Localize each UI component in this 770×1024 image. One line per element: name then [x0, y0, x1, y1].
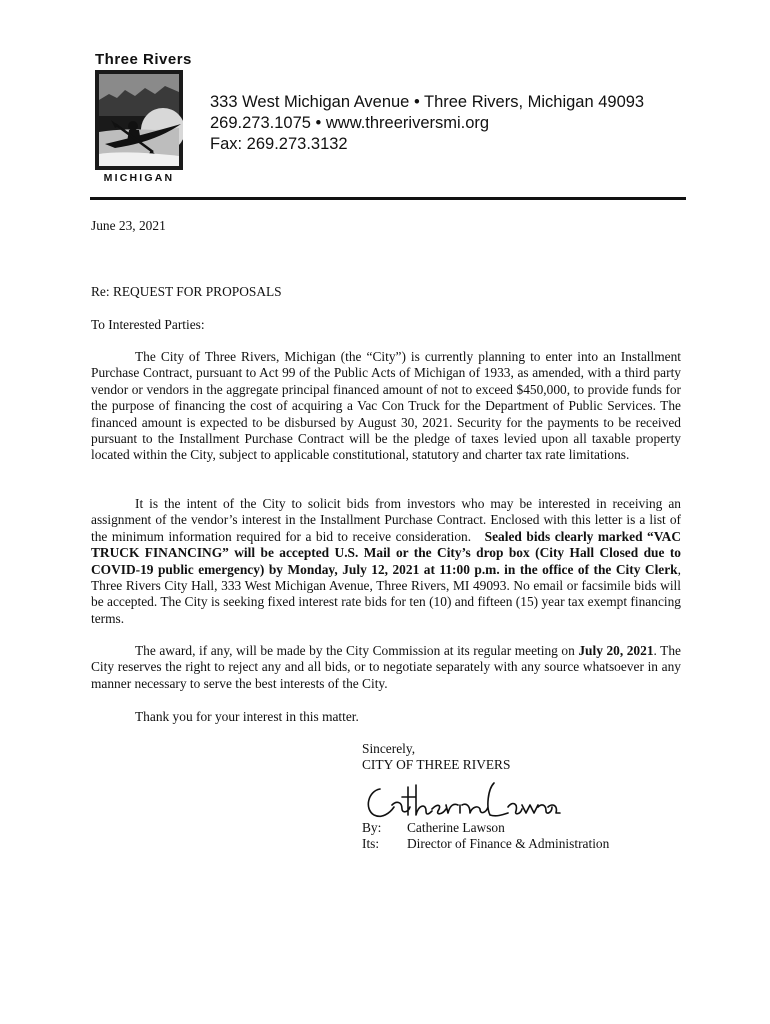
paragraph-3-intro: The award, if any, will be made by the City Commission at its regular meeting on [135, 643, 579, 658]
logo-title: Three Rivers [95, 51, 192, 68]
letter-subject: Re: REQUEST FOR PROPOSALS [91, 284, 282, 299]
closing-org: CITY OF THREE RIVERS [362, 757, 511, 772]
city-logo [95, 51, 192, 184]
kayaker-logo-icon [95, 70, 183, 170]
phone-web-line: 269.273.1075 • www.threeriversmi.org [210, 114, 490, 132]
paragraph-3-bold: July 20, 2021 [578, 643, 654, 658]
letter-date: June 23, 2021 [91, 218, 166, 233]
its-row [362, 836, 609, 852]
address-line: 333 West Michigan Avenue • Three Rivers, Michigan 49093 [210, 93, 645, 111]
letterhead-contact [210, 92, 644, 155]
its-label: Its: [362, 836, 380, 851]
by-row [362, 820, 505, 836]
logo-subtitle: MICHIGAN [103, 172, 175, 184]
paragraph-1: The City of Three Rivers, Michigan (the “City”) is currently planning to enter into an Installment Purchase Contract, pursuant to Act 99 of the Public Acts of Michigan of 1933, as amended, with a third party vendor or vendors in the aggregate principal financed amount of not to exceed $450,000, to provide funds for the purpose of financing the cost of acquiring a Vac Con Truck for the Department of Public Services. The financed amount is expected to be disbursed by August 30, 2021. Security for the payments to be received pursuant to the Installment Purchase Contract will be the pledge of taxes levied upon all taxable property located within the City, subject to applicable constitutional, statutory and charter tax rate limitations. [91, 349, 681, 463]
letter-salutation: To Interested Parties: [91, 317, 205, 332]
closing-sincerely: Sincerely, [362, 741, 416, 756]
paragraph-2-intro: It is the intent of the City to solicit bids from investors who may be interested in receiving an assignment of the vendor’s interest in the Installment Purchase Contract. Enclosed with this letter is a list of the minimum information required for a bid to receive consideration. [91, 496, 681, 544]
by-label: By: [362, 820, 382, 835]
paragraph-3-rest: . The City reserves the right to reject any and all bids, or to negotiate separately with any source whatsoever in any manner necessary to serve the best interests of the City. [91, 643, 681, 691]
paragraph-2-rest: , Three Rivers City Hall, 333 West Michigan Avenue, Three Rivers, MI 49093. No email or facsimile bids will be accepted. The City is seeking fixed interest rate bids for ten (10) and fifteen (15) year tax exempt financing terms. [91, 561, 681, 626]
thanks-line: Thank you for your interest in this matter. [135, 709, 359, 724]
paragraph-3 [91, 643, 681, 692]
its-value: Director of Finance & Administration [407, 836, 610, 851]
by-value: Catherine Lawson [407, 820, 505, 835]
fax-line: Fax: 269.273.3132 [210, 135, 348, 153]
paragraph-2-bold: Sealed bids clearly marked “VAC TRUCK FINANCING” will be accepted U.S. Mail or the City’s drop box (City Hall Closed due to COVID-19 public emergency) by Monday, July 12, 2021 at 11:00 p.m. in the office of the City Clerk [91, 528, 682, 577]
header-divider [90, 197, 686, 200]
paragraph-2 [91, 496, 681, 627]
